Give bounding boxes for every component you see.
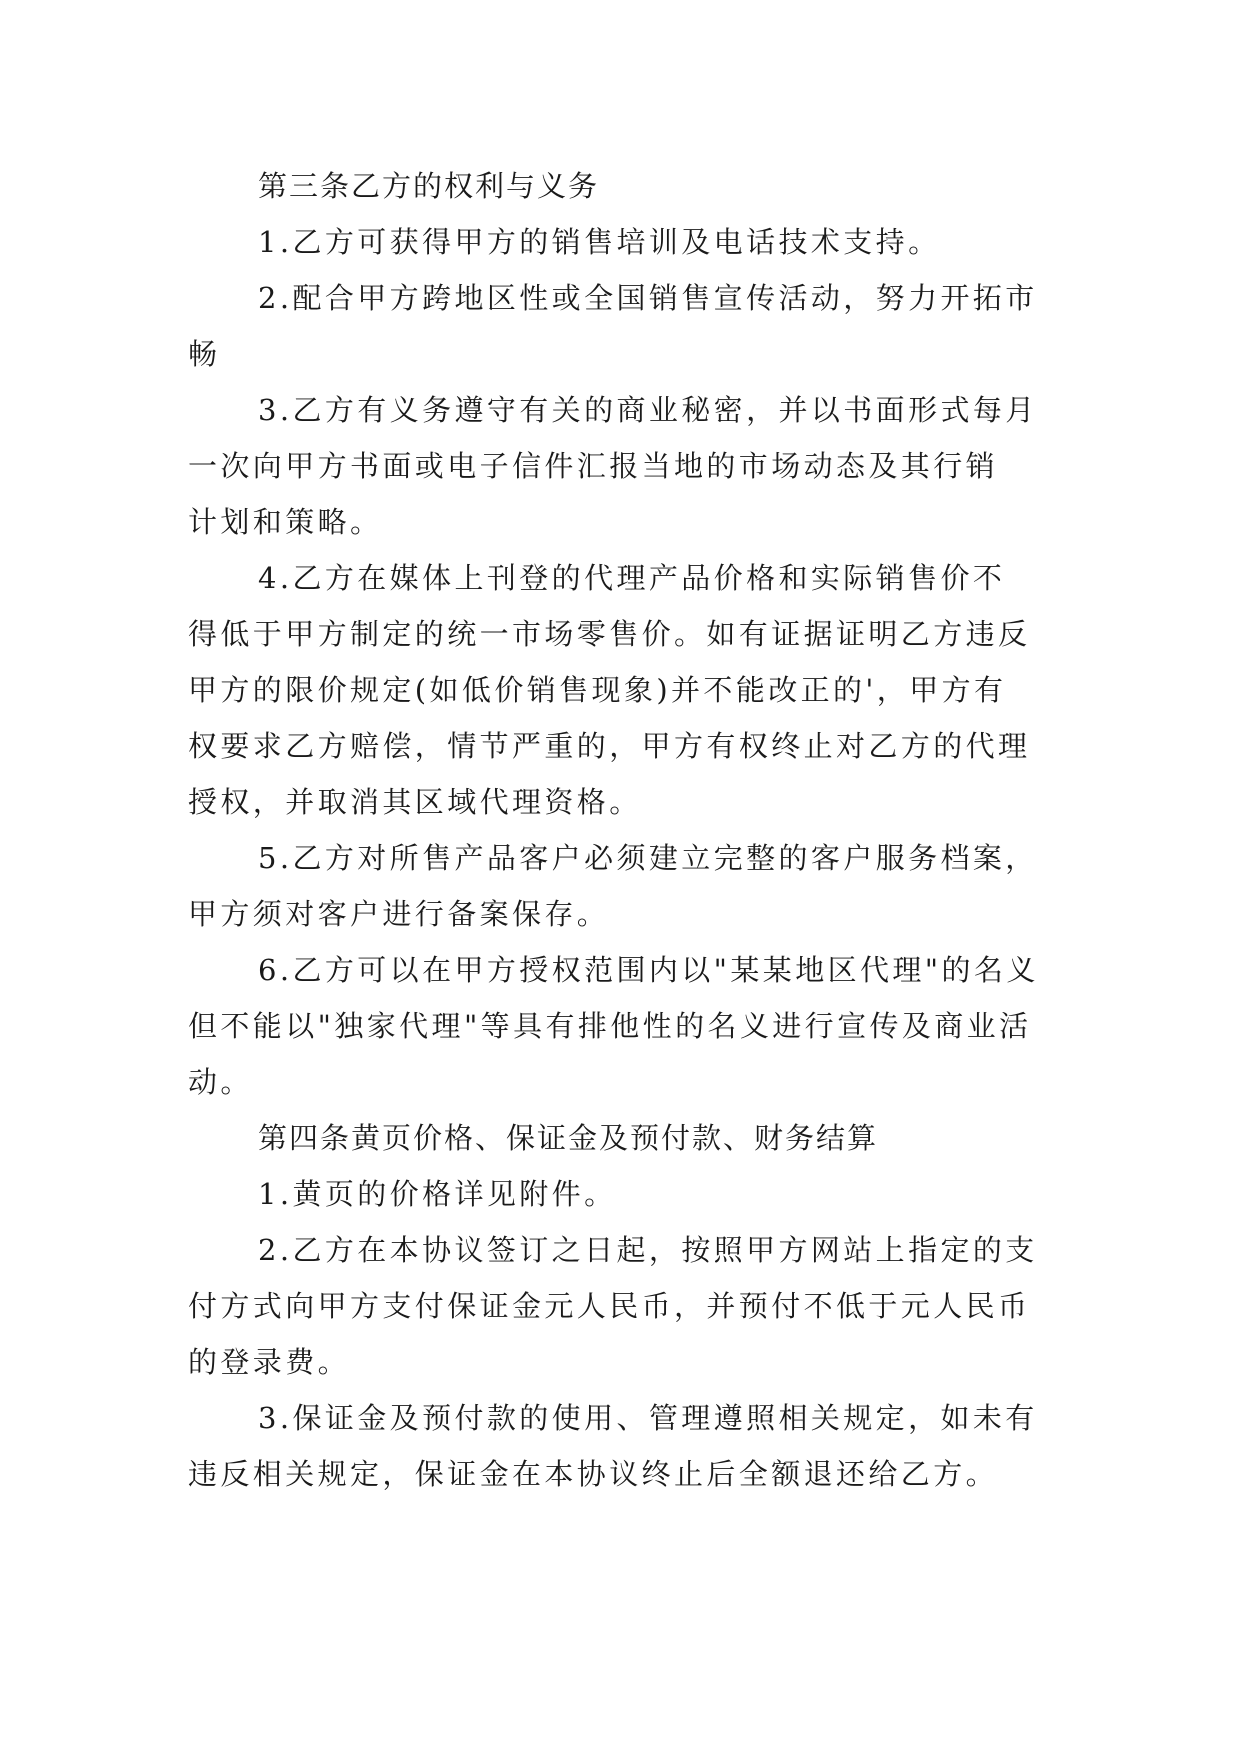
paragraph-line: 1.黄页的价格详见附件。 xyxy=(258,1177,617,1211)
paragraph-line: 2.乙方在本协议签订之日起，按照甲方网站上指定的支 xyxy=(258,1233,1038,1267)
section-heading-3: 第三条乙方的权利与义务 xyxy=(258,169,600,203)
paragraph-line: 5.乙方对所售产品客户必须建立完整的客户服务档案， xyxy=(258,841,1038,875)
paragraph-line: 甲方的限价规定(如低价销售现象)并不能改正的'，甲方有 xyxy=(188,673,1007,707)
section-heading-4: 第四条黄页价格、保证金及预付款、财务结算 xyxy=(258,1121,879,1155)
paragraph-line: 违反相关规定，保证金在本协议终止后全额退还给乙方。 xyxy=(188,1457,999,1491)
paragraph-line: 动。 xyxy=(188,1065,253,1099)
paragraph-line: 2.配合甲方跨地区性或全国销售宣传活动，努力开拓市 xyxy=(258,281,1038,315)
paragraph-line: 4.乙方在媒体上刊登的代理产品价格和实际销售价不 xyxy=(258,561,1006,595)
paragraph-line: 的登录费。 xyxy=(188,1345,351,1379)
paragraph-line: 付方式向甲方支付保证金元人民币，并预付不低于元人民币 xyxy=(188,1289,1031,1323)
paragraph-line: 但不能以"独家代理"等具有排他性的名义进行宣传及商业活 xyxy=(188,1009,1032,1043)
paragraph-line: 计划和策略。 xyxy=(188,505,383,539)
paragraph-line: 畅 xyxy=(188,337,221,371)
paragraph-line: 3.乙方有义务遵守有关的商业秘密，并以书面形式每月 xyxy=(258,393,1038,427)
paragraph-line: 授权，并取消其区域代理资格。 xyxy=(188,785,642,819)
paragraph-line: 一次向甲方书面或电子信件汇报当地的市场动态及其行销 xyxy=(188,449,999,483)
paragraph-line: 得低于甲方制定的统一市场零售价。如有证据证明乙方违反 xyxy=(188,617,1031,651)
paragraph-line: 甲方须对客户进行备案保存。 xyxy=(188,897,610,931)
paragraph-line: 1.乙方可获得甲方的销售培训及电话技术支持。 xyxy=(258,225,941,259)
paragraph-line: 权要求乙方赔偿，情节严重的，甲方有权终止对乙方的代理 xyxy=(188,729,1031,763)
paragraph-line: 3.保证金及预付款的使用、管理遵照相关规定，如未有 xyxy=(258,1401,1038,1435)
paragraph-line: 6.乙方可以在甲方授权范围内以"某某地区代理"的名义 xyxy=(258,953,1039,987)
